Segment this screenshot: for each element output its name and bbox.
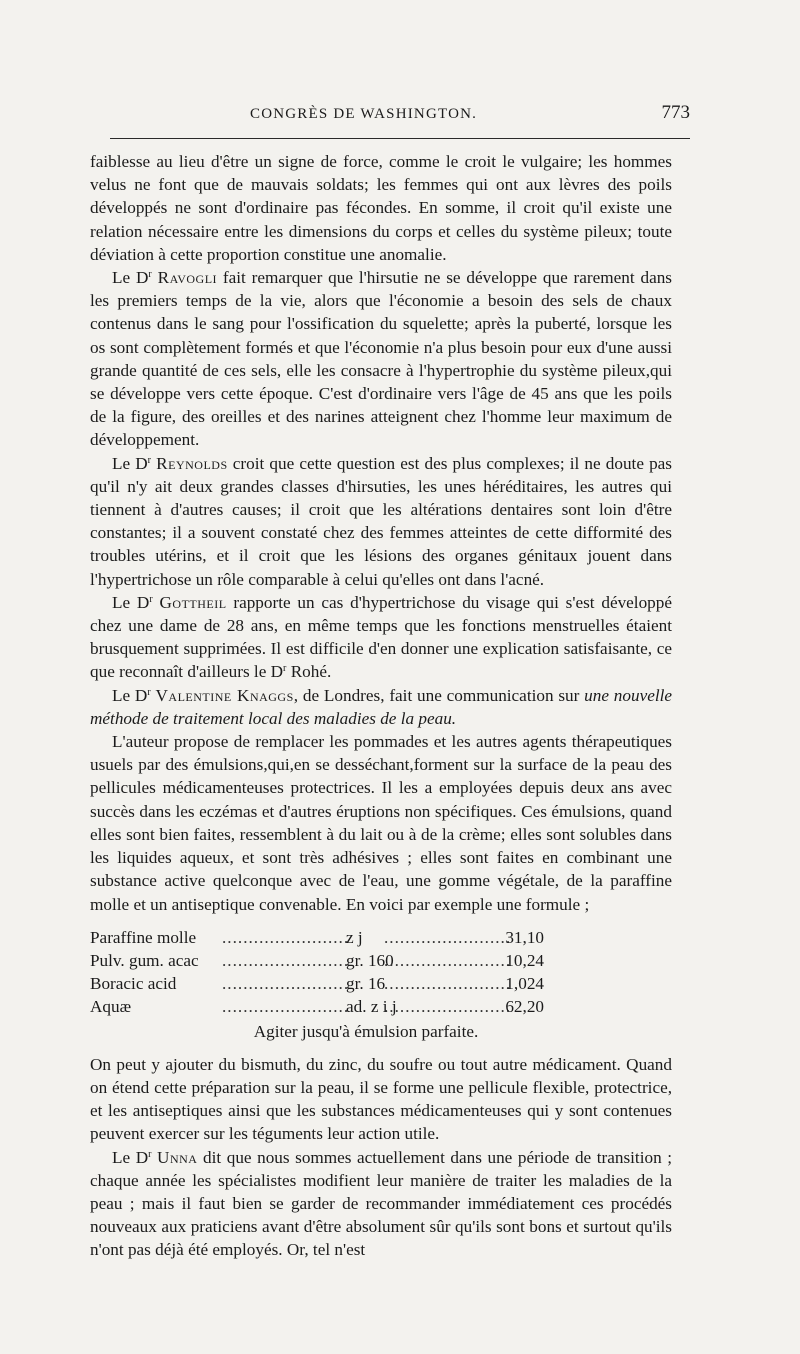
paragraph-ravogli	[90, 266, 672, 452]
title-prefix: Le D	[112, 592, 150, 612]
ingredient-value: 31,10	[505, 927, 544, 947]
leader-dots: ........................	[384, 996, 512, 1016]
ingredient-value: 1,024	[505, 973, 544, 993]
paragraph-knaggs	[90, 684, 672, 730]
ingredient-dose: z j	[346, 927, 363, 947]
title-prefix: Le D	[112, 268, 149, 288]
title-prefix: Le D	[112, 453, 148, 473]
leader-dots: ........................	[222, 973, 350, 993]
communication-title: une nouvelle méthode de traitement local des maladies de la peau.	[90, 685, 673, 728]
paragraph-gottheil	[90, 591, 672, 684]
author-name: Reynolds	[156, 453, 228, 473]
paragraph-text: rapporte un cas d'hypertrichose du visage qui s'est développé chez une dame de 28 ans, en même temps que les fonctions menstruelles étaient brusquement supprimées. Il est difficile d'en donner une explication satisfaisante, ce que reconnaît d'ailleurs le D	[90, 592, 672, 682]
author-name: Unna	[157, 1147, 198, 1167]
leader-dots: ........................	[384, 950, 512, 970]
leader-dots: ........................	[222, 950, 350, 970]
leader-dots: ........................	[222, 996, 350, 1016]
formula-row	[90, 995, 672, 1018]
running-title: CONGRÈS DE WASHINGTON.	[250, 106, 478, 122]
formula-instruction: Agiter jusqu'à émulsion parfaite.	[253, 1021, 479, 1041]
ingredient-name: Paraffine molle	[90, 927, 197, 947]
ingredient-value: 10,24	[505, 950, 544, 970]
paragraph-text: dit que nous sommes actuellement dans une période de transition ; chaque année les spécialistes modifient leur manière de traiter les maladies de la peau ; mais il faut bien se garder de recommander immédiatement ces procédés nouveaux aux praticiens avant d'être absolument sûr qu'ils sont bons et surtout qu'ils n'ont pas déjà été employés. Or, tel n'est	[90, 1147, 673, 1260]
ingredient-name: Pulv. gum. acac	[90, 950, 199, 970]
ingredient-name: Aquæ	[90, 996, 132, 1016]
ingredient-dose: gr. 16	[346, 973, 386, 993]
leader-dots: ........................	[222, 927, 350, 947]
ingredient-name: Boracic acid	[90, 973, 177, 993]
header-rule	[110, 138, 690, 139]
ingredient-value: 62,20	[505, 996, 544, 1016]
page-header	[110, 100, 690, 128]
author-name: Gottheil	[159, 592, 227, 612]
body-text	[90, 150, 672, 1262]
author-name: Ravogli	[157, 268, 218, 288]
formula-row	[90, 949, 672, 972]
ingredient-dose: gr. 160	[346, 950, 394, 970]
ingredient-dose: ad. z i j	[346, 996, 397, 1016]
paragraph-emulsions: L'auteur propose de remplacer les pommades et les autres agents thérapeutiques usuels par des émulsions,qui,en se desséchant,forment sur la surface de la peau des pellicules médicamenteuses protectrices. Il les a employées depuis deux ans avec succès dans les eczémas et d'autres éruptions non spécifiques. Ces émulsions, quand elles sont bien faites, ressemblent à du lait ou à de la crème; elles sont solubles dans les liquides aqueux, et sont très adhésives ; elles sont faites en combinant une substance active quelconque avec de l'eau, une gomme végétale, de la paraffine molle et un antiseptique convenable. En voici par exemple une formule ;	[90, 732, 672, 914]
paragraph-reynolds	[90, 452, 672, 591]
formula-row	[90, 926, 672, 949]
leader-dots: ........................	[384, 927, 512, 947]
title-sup: r	[148, 1148, 152, 1160]
title-sup: r	[147, 686, 151, 698]
title-sup: r	[148, 269, 152, 281]
title-sup: r	[283, 663, 287, 675]
leader-dots: ........................	[384, 973, 512, 993]
title-prefix: Le D	[112, 685, 148, 705]
paragraph-application: On peut y ajouter du bismuth, du zinc, du soufre ou tout autre médicament. Quand on étend cette préparation sur la peau, il se forme une pellicule flexible, protectrice, et les antiseptiques ainsi que les substances médicamenteuses qui y sont contenues peuvent exercer sur les téguments leur action utile.	[90, 1054, 672, 1144]
title-sup: r	[147, 454, 152, 466]
paragraph-end: Rohé.	[286, 662, 332, 682]
paragraph-text: fait remarquer que l'hirsutie ne se développe que rarement dans les premiers temps de la vie, alors que l'économie a besoin des sels de chaux contenus dans le sang pour l'ossification du squelette; après la puberté, lorsque les os sont complètement formés et que l'économie n'a plus besoin pour eux d'une aussi grande quantité de ces sels, elle les consacre à l'hypertrophie du système pileux,qui se développe vers cette époque. C'est d'ordinaire vers l'âge de 45 ans que les poils de la figure, des oreilles et des narines atteignent chez l'homme leur maximum de développement.	[90, 268, 672, 450]
formula-row	[90, 972, 672, 995]
title-prefix: Le D	[112, 1147, 149, 1167]
page-number: 773	[661, 102, 690, 123]
paragraph-1: faiblesse au lieu d'être un signe de force, comme le croit le vulgaire; les hommes velus ne font que de mauvais soldats; les femmes qui ont aux lèvres des poils développés ne sont d'ordinaire pas fécondes. En somme, il croit qu'il existe une relation nécessaire entre les dimensions du corps et celles du système pileux; toute déviation à cette proportion constitue une anomalie.	[90, 152, 672, 264]
formula-block	[90, 926, 672, 1043]
paragraph-text: croit que cette question est des plus complexes; il ne doute pas qu'il n'y ait deux grandes classes d'hirsuties, les unes héréditaires, les autres qui tiennent à d'autres causes; il croit que les altérations dentaires sont loin d'être constantes; il a souvent constaté chez des femmes atteintes de cette difformité des troubles utérins, et il croit que les lésions des organes génitaux jouent dans l'hypertrichose un rôle comparable à celui qu'elles ont dans l'acné.	[90, 453, 672, 589]
paragraph-unna	[90, 1146, 672, 1262]
paragraph-text: , de Londres, fait une communication sur	[293, 685, 585, 705]
author-name: Valentine Knaggs	[155, 685, 294, 705]
title-sup: r	[149, 593, 153, 605]
